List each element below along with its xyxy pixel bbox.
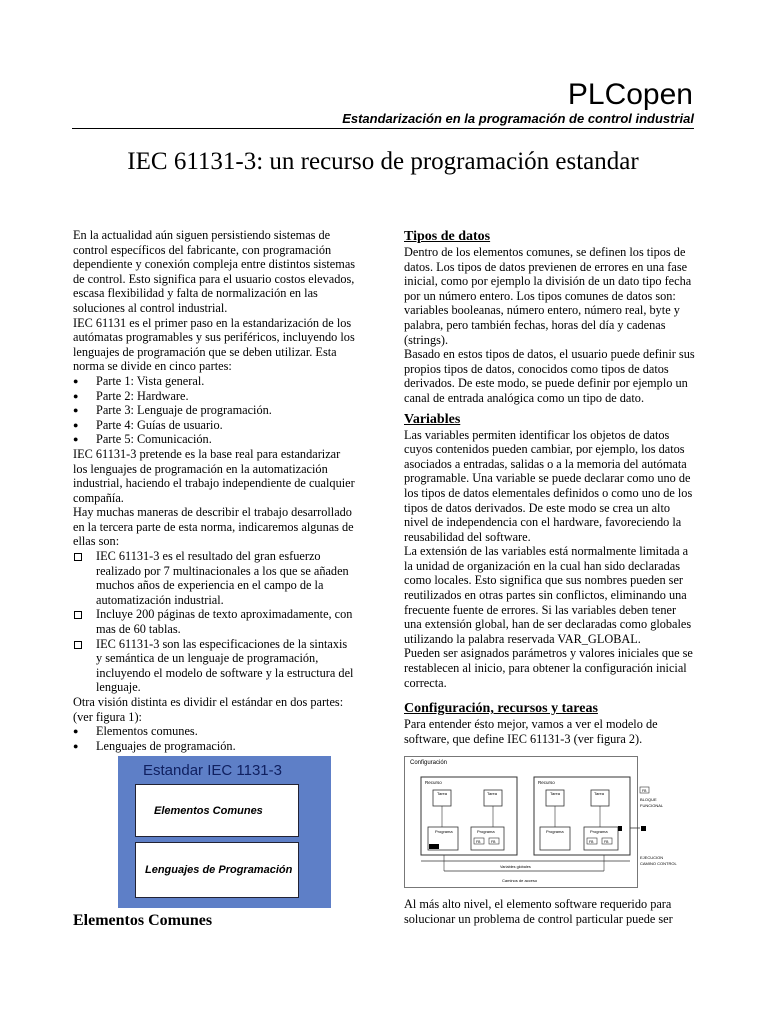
fig2-program-label: Programa	[546, 829, 564, 834]
figure-1-diagram	[118, 756, 331, 908]
fig2-program-label: Programa	[590, 829, 608, 834]
fig2-resource-label: Recurso	[538, 780, 555, 785]
heading-configuration: Configuración, recursos y tareas	[404, 701, 598, 717]
fig2-legend-fb: FB	[642, 789, 647, 793]
fig2-program-label: Programa	[435, 829, 453, 834]
fig2-resource-label: Recurso	[425, 780, 442, 785]
list-item: ● Parte 4: Guías de usuario.	[73, 418, 356, 433]
fig2-legend-control-path: CAMINO CONTROL	[640, 861, 677, 866]
list-item: ● Elementos comunes.	[73, 724, 356, 739]
fig2-fb-label: FB	[604, 840, 609, 844]
fig2-task-label: Tarea	[594, 791, 605, 796]
brand-logo: PLCopen	[567, 78, 693, 111]
fig2-legend-functional: FUNCIONAL	[640, 803, 664, 808]
variables-paragraph-2: La extensión de las variables está normalmente limitada a la unidad de organización en la cual han sido declaradas como locales. Esto significa que sus nombres pueden ser reutilizados en otras partes sin conflictos, eliminando una frecuente fuente de errores. Si las variables deben tener una extensión global, han de ser declaradas como globales utilizando la palabra reservada VAR_GLOBAL.	[404, 544, 692, 646]
page-title: IEC 61131-3: un recurso de programación estandar	[127, 148, 639, 175]
list-item: ● Parte 3: Lenguaje de programación.	[73, 403, 356, 418]
data-types-paragraph-2: Basado en estos tipos de datos, el usuario puede definir sus propios tipos de datos, conocidos como tipos de datos derivados. De este modo, se puede definir por ejemplo un canal de entrada analógica como un tipo de dato.	[404, 347, 695, 405]
configuration-paragraph-1: Para entender ésto mejor, vamos a ver el modelo de software, que define IEC 61131-3 (ver figura 2).	[404, 717, 658, 746]
variables-paragraph-1: Las variables permiten identificar los objetos de datos cuyos contenidos pueden cambiar, por ejemplo, los datos asociados a entradas, salidas o a la memoria del autómata programable. Una variable se puede declarar como uno de los tipos de datos elementales definidos o como uno de los tipos de datos derivados. De este modo se crea un alto nivel de independencia con el hardware, favoreciendo la reusabilidad del software.	[404, 427, 693, 544]
parts-list	[73, 374, 356, 447]
heading-data-types: Tipos de datos	[404, 229, 491, 244]
data-types-paragraph-1: Dentro de los elementos comunes, se definen los tipos de datos. Los tipos de datos previenen de errores en una fase inicial, como por ejemplo la división de un dato tipo fecha por un número entero. Los tipos comunes de datos son: variables booleanas, número entero, número real, byte y palabra, pero también fechas, horas del día y cadenas (strings).	[404, 245, 692, 347]
list-item: ● Parte 5: Comunicación.	[73, 432, 356, 447]
fig2-fb-label: FB	[476, 840, 481, 844]
fig2-legend-block: BLOQUE	[640, 797, 657, 802]
figure-1-heading: Estandar IEC 1131-3	[143, 762, 282, 779]
ways-paragraph: Hay muchas maneras de describir el trabajo desarrollado en la tercera parte de esta norma, indicaremos algunas de ellas son:	[73, 505, 354, 549]
base-paragraph: IEC 61131-3 pretende es la base real para estandarizar los lenguajes de programación en la automatización industrial, haciendo el trabajo independiente de cualquier compañía.	[73, 446, 355, 505]
figure-1-box-common: Elementos Comunes	[135, 784, 299, 837]
fig2-task-label: Tarea	[437, 791, 448, 796]
list-item: ● Parte 2: Hardware.	[73, 389, 356, 404]
right-column	[404, 228, 696, 746]
fig2-access-label: Caminos de acceso	[502, 878, 538, 883]
fig2-global-vars-label: Variables globales	[500, 865, 531, 869]
list-item: Incluye 200 páginas de texto aproximadamente, con mas de 60 tablas.	[73, 607, 356, 636]
figure-2-diagram	[404, 756, 696, 892]
heading-variables: Variables	[404, 411, 461, 427]
vision-paragraph: Otra visión distinta es dividir el estándar en dos partes: (ver figura 1):	[73, 695, 344, 724]
header-subtitle: Estandarización en la programación de control industrial	[342, 111, 694, 126]
list-item: IEC 61131-3 es el resultado del gran esfuerzo realizado por 7 multinacionales a los que se añaden muchos años de experiencia en el campo de la automatización industrial.	[73, 549, 356, 607]
intro-paragraph: En la actualidad aún siguen persistiendo sistemas de control específicos del fabricante, con programación dependiente y conexión compleja entre distintos sistemas de control. Esto significa para el usuario costos elevados, escasa flexibilidad y falta de normalización en las soluciones al control industrial.	[73, 228, 356, 315]
iec-paragraph: IEC 61131 es el primer paso en la estandarización de los autómatas programables y sus periféricos, incluyendo los lenguajes de programación que se deben utilizar. Esta norma se divide en cinco partes:	[73, 315, 355, 374]
configuration-paragraph-2: Al más alto nivel, el elemento software requerido para solucionar un problema de control particular puede ser	[404, 897, 673, 926]
divisions-list	[73, 724, 356, 753]
fig2-program-label: Programa	[477, 829, 495, 834]
figure-1-box-languages: Lenguajes de Programación	[135, 842, 299, 898]
variables-paragraph-3: Pueden ser asignados parámetros y valores iniciales que se restablecen al inicio, para obtener la configuración inicial correcta.	[404, 646, 693, 690]
left-column	[73, 228, 356, 753]
section-heading-common-elements: Elementos Comunes	[73, 912, 213, 929]
header-rule	[72, 128, 694, 129]
list-item: ● Parte 1: Vista general.	[73, 374, 356, 389]
fig2-task-label: Tarea	[487, 791, 498, 796]
facts-list	[73, 549, 356, 695]
list-item: IEC 61131-3 son las especificaciones de la sintaxis y semántica de un lenguaje de programación, incluyendo el modelo de software y la estructura del lenguaje.	[73, 637, 356, 695]
list-item: ● Lenguajes de programación.	[73, 739, 356, 754]
fig2-fb-label: FB	[491, 840, 496, 844]
fig2-legend-execution: EJECUCION	[640, 855, 664, 860]
fig2-config-label: Configuración	[410, 760, 448, 766]
fig2-task-label: Tarea	[550, 791, 561, 796]
fig2-fb-label: FB	[589, 840, 594, 844]
